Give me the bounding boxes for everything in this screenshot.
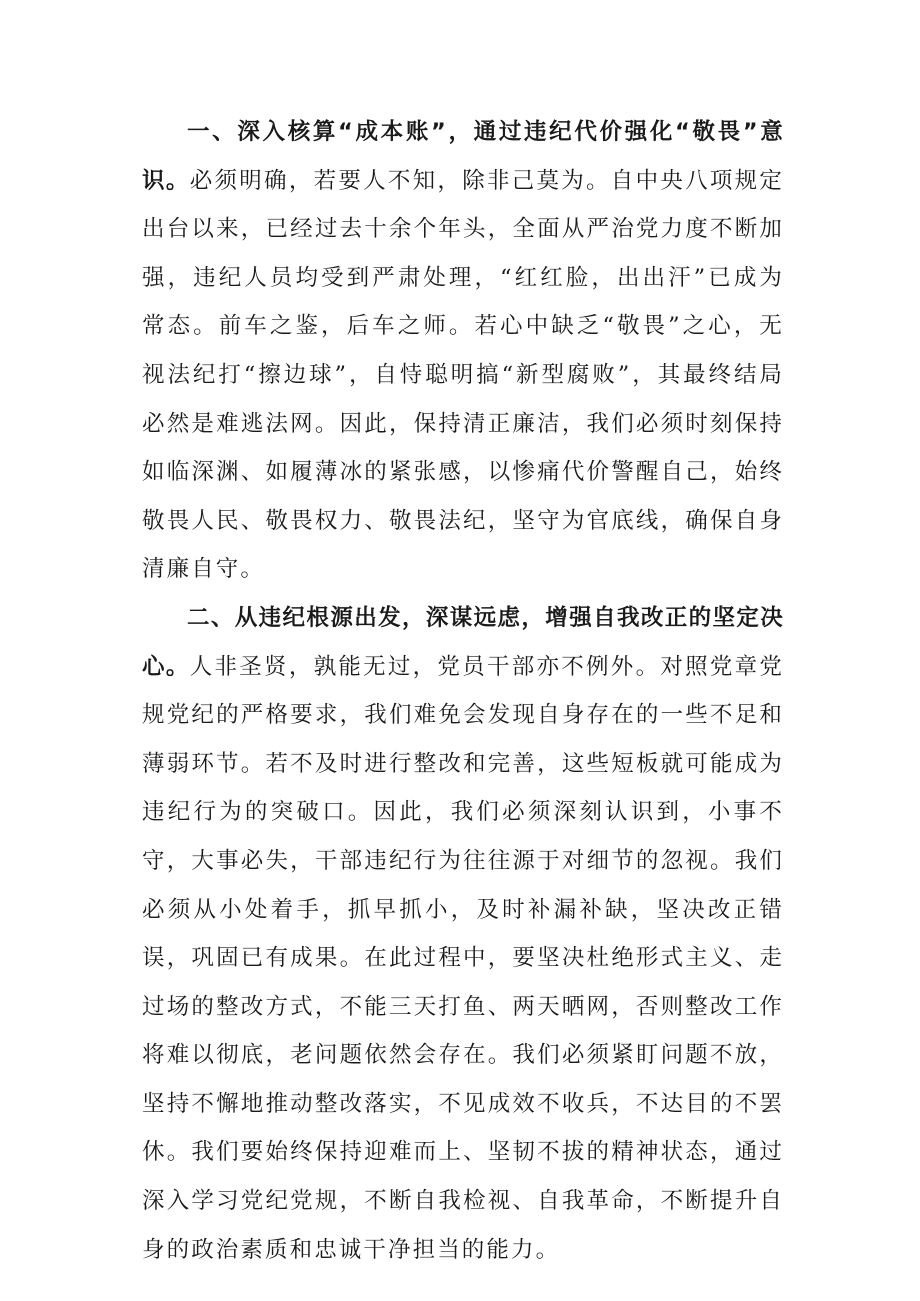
section-1-heading: 一、深入核算“成本账”，通过违纪代价强化“敬畏”意识。 <box>142 119 784 194</box>
section-2-heading: 二、从违纪根源出发，深谋远虑，增强自我改正的坚定决心。 <box>142 604 784 680</box>
section-1-paragraph <box>142 108 784 594</box>
section-1-body: 必须明确，若要人不知，除非己莫为。自中央八项规定出台以来，已经过去十余个年头，全面从严治党力度不断加强，违纪人员均受到严肃处理，“红红脸，出出汗”已成为常态。前车之鉴，后车之师。若心中缺乏“敬畏”之心，无视法纪打“擦边球”，自恃聪明搞“新型腐败”，其最终结局必然是难逃法网。因此，保持清正廉洁，我们必须时刻保持如临深渊、如履薄冰的紧张感，以惨痛代价警醒自己，始终敬畏人民、敬畏权力、敬畏法纪，坚守为官底线，确保自身清廉自守。 <box>142 167 785 583</box>
section-2-body: 人非圣贤，孰能无过，党员干部亦不例外。对照党章党规党纪的严格要求，我们难免会发现自身存在的一些不足和薄弱环节。若不及时进行整改和完善，这些短板就可能成为违纪行为的突破口。因此，我们必须深刻认识到，小事不守，大事必失，干部违纪行为往往源于对细节的忽视。我们必须从小处着手，抓早抓小，及时补漏补缺，坚决改正错误，巩固已有成果。在此过程中，要坚决杜绝形式主义、走过场的整改方式，不能三天打鱼、两天晒网，否则整改工作将难以彻底，老问题依然会存在。我们必须紧盯问题不放，坚持不懈地推动整改落实，不见成效不收兵，不达目的不罢休。我们要始终保持迎难而上、坚韧不拔的精神状态，通过深入学习党纪党规，不断自我检视、自我革命，不断提升自身的政治素质和忠诚干净担当的能力。 <box>142 653 785 1263</box>
document-page <box>142 108 784 1274</box>
section-2-paragraph <box>142 594 784 1274</box>
